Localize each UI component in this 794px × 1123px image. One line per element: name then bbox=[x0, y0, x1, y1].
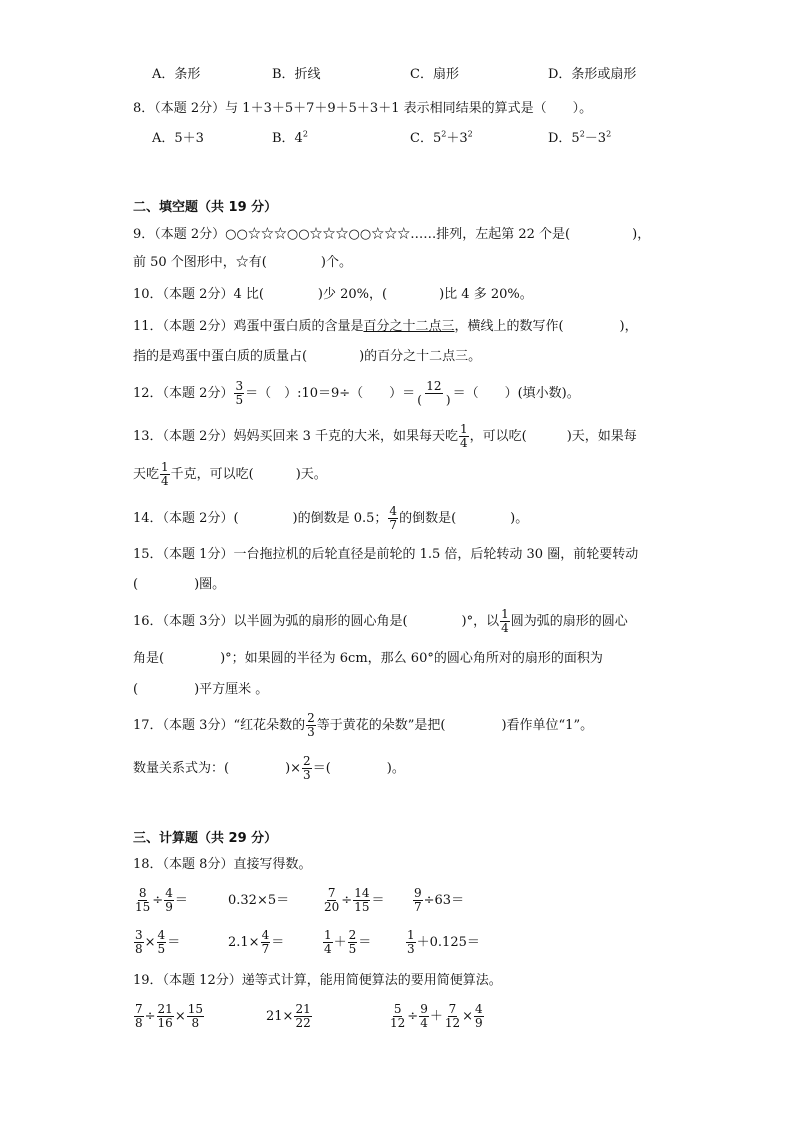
q12-fraction-2: $\frac{12}{( )}$ bbox=[417, 379, 451, 407]
q7-option-d: D．条形或扇形 bbox=[548, 67, 637, 82]
q18-expr-8: $\frac{1}{3}$ ＋0.125＝ bbox=[407, 928, 480, 956]
q19-stem: 19．（本题 12分）递等式计算，能用简便算法的要用简便算法。 bbox=[133, 973, 502, 988]
q7-option-a: A．条形 bbox=[152, 67, 201, 82]
q17-line2: 数量关系式为：( )× $\frac{2}{3}$ ＝( )。 bbox=[133, 754, 405, 782]
q7-option-c: C．扇形 bbox=[410, 67, 459, 82]
q16-line1: 16．（本题 3分）以半圆为弧的扇形的圆心角是( )°，以 $\frac{1}{4}$ 圆为弧的扇形的圆心 bbox=[133, 607, 628, 635]
q8-option-a: A．5＋3 bbox=[152, 131, 204, 146]
q18-expr-4: $\frac{9}{7}$ ÷63＝ bbox=[414, 886, 465, 914]
q13-line2: 天吃 $\frac{1}{4}$ 千克，可以吃( )天。 bbox=[133, 460, 327, 488]
q18-expr-7: $\frac{1}{4}$ ＋ $\frac{2}{5}$ ＝ bbox=[324, 928, 372, 956]
q18-stem: 18．（本题 8分）直接写得数。 bbox=[133, 857, 312, 872]
q11-line1: 11．（本题 2分）鸡蛋中蛋白质的含量是百分之十二点三，横线上的数写作( )， bbox=[133, 319, 638, 334]
q17-fraction-2: $\frac{2}{3}$ bbox=[303, 754, 311, 782]
q11-line2: 指的是鸡蛋中蛋白质的质量占( )的百分之十二点三。 bbox=[133, 349, 482, 364]
q19-expr-2: 21× $\frac{21}{22}$ bbox=[266, 1002, 311, 1030]
q16-fraction: $\frac{1}{4}$ bbox=[501, 607, 509, 635]
q12-fraction-1: $\frac{3}{5}$ bbox=[235, 379, 244, 407]
q10: 10．（本题 2分）4 比( )少 20%，( )比 4 多 20%。 bbox=[133, 287, 533, 302]
q17-line1: 17．（本题 3分）“红花朵数的 $\frac{2}{3}$ 等于黄花的朵数”是把( )看作单位“1”。 bbox=[133, 711, 594, 739]
q9-line1: 9．（本题 2分）○○☆☆☆○○☆☆☆○○☆☆☆……排列，左起第 22 个是( )， bbox=[133, 227, 651, 242]
q15-line2: ( )圈。 bbox=[133, 577, 226, 592]
q14-fraction: $\frac{4}{7}$ bbox=[389, 504, 398, 532]
q18-expr-2: 0.32×5＝ bbox=[228, 893, 290, 908]
section-title-fill-in: 二、填空题（共 19 分） bbox=[133, 200, 278, 215]
q17-fraction-1: $\frac{2}{3}$ bbox=[307, 711, 315, 739]
q8-option-d: D．$5^2-3^2$ bbox=[548, 129, 612, 146]
q12: 12．（本题 2分） $\frac{3}{5}$ ＝（ ）:10＝9÷（ ）＝ $\frac{12}{( )}$ ＝（ ）(填小数)。 bbox=[133, 379, 580, 407]
q8-option-b: B．$4^2$ bbox=[272, 129, 308, 146]
q19-expr-1: $\frac{7}{8}$ ÷ $\frac{21}{16}$ × $\frac{15}{8}$ bbox=[135, 1002, 204, 1030]
q18-expr-3: $\frac{7}{20}$ ÷ $\frac{14}{15}$ ＝ bbox=[324, 886, 385, 914]
q18-expr-1: $\frac{8}{15}$ ÷ $\frac{4}{9}$ ＝ bbox=[135, 886, 188, 914]
q8-option-c: C．$5^2+3^2$ bbox=[410, 129, 473, 146]
q13-fraction-2: $\frac{1}{4}$ bbox=[161, 460, 169, 488]
q18-expr-6: 2.1× $\frac{4}{7}$ ＝ bbox=[228, 928, 285, 956]
q16-line3: ( )平方厘米 。 bbox=[133, 682, 269, 697]
q19-expr-3: $\frac{5}{12}$ ÷ $\frac{9}{4}$ ＋ $\frac{7}{12}$ × $\frac{4}{9}$ bbox=[390, 1002, 483, 1030]
section-title-calculation: 三、计算题（共 29 分） bbox=[133, 831, 278, 846]
q13-line1: 13．（本题 2分）妈妈买回来 3 千克的大米，如果每天吃 $\frac{1}{4}$ ，可以吃( )天，如果每 bbox=[133, 422, 637, 450]
q11-underlined-text: 百分之十二点三 bbox=[363, 319, 455, 334]
q8-stem: 8．（本题 2分）与 1＋3＋5＋7＋9＋5＋3＋1 表示相同结果的算式是（ ）。 bbox=[133, 101, 593, 116]
q16-line2: 角是( )°；如果圆的半径为 6cm，那么 60°的圆心角所对的扇形的面积为 bbox=[133, 651, 603, 666]
q13-fraction-1: $\frac{1}{4}$ bbox=[459, 422, 468, 450]
q18-expr-5: $\frac{3}{8}$ × $\frac{4}{5}$ ＝ bbox=[135, 928, 181, 956]
q14: 14．（本题 2分）( )的倒数是 0.5； $\frac{4}{7}$ 的倒数是( )。 bbox=[133, 504, 529, 532]
q7-option-b: B．折线 bbox=[272, 67, 321, 82]
q15-line1: 15．（本题 1分）一台拖拉机的后轮直径是前轮的 1.5 倍，后轮转动 30 圈，前轮要转动 bbox=[133, 547, 639, 562]
q9-line2: 前 50 个图形中，☆有( )个。 bbox=[133, 255, 352, 270]
